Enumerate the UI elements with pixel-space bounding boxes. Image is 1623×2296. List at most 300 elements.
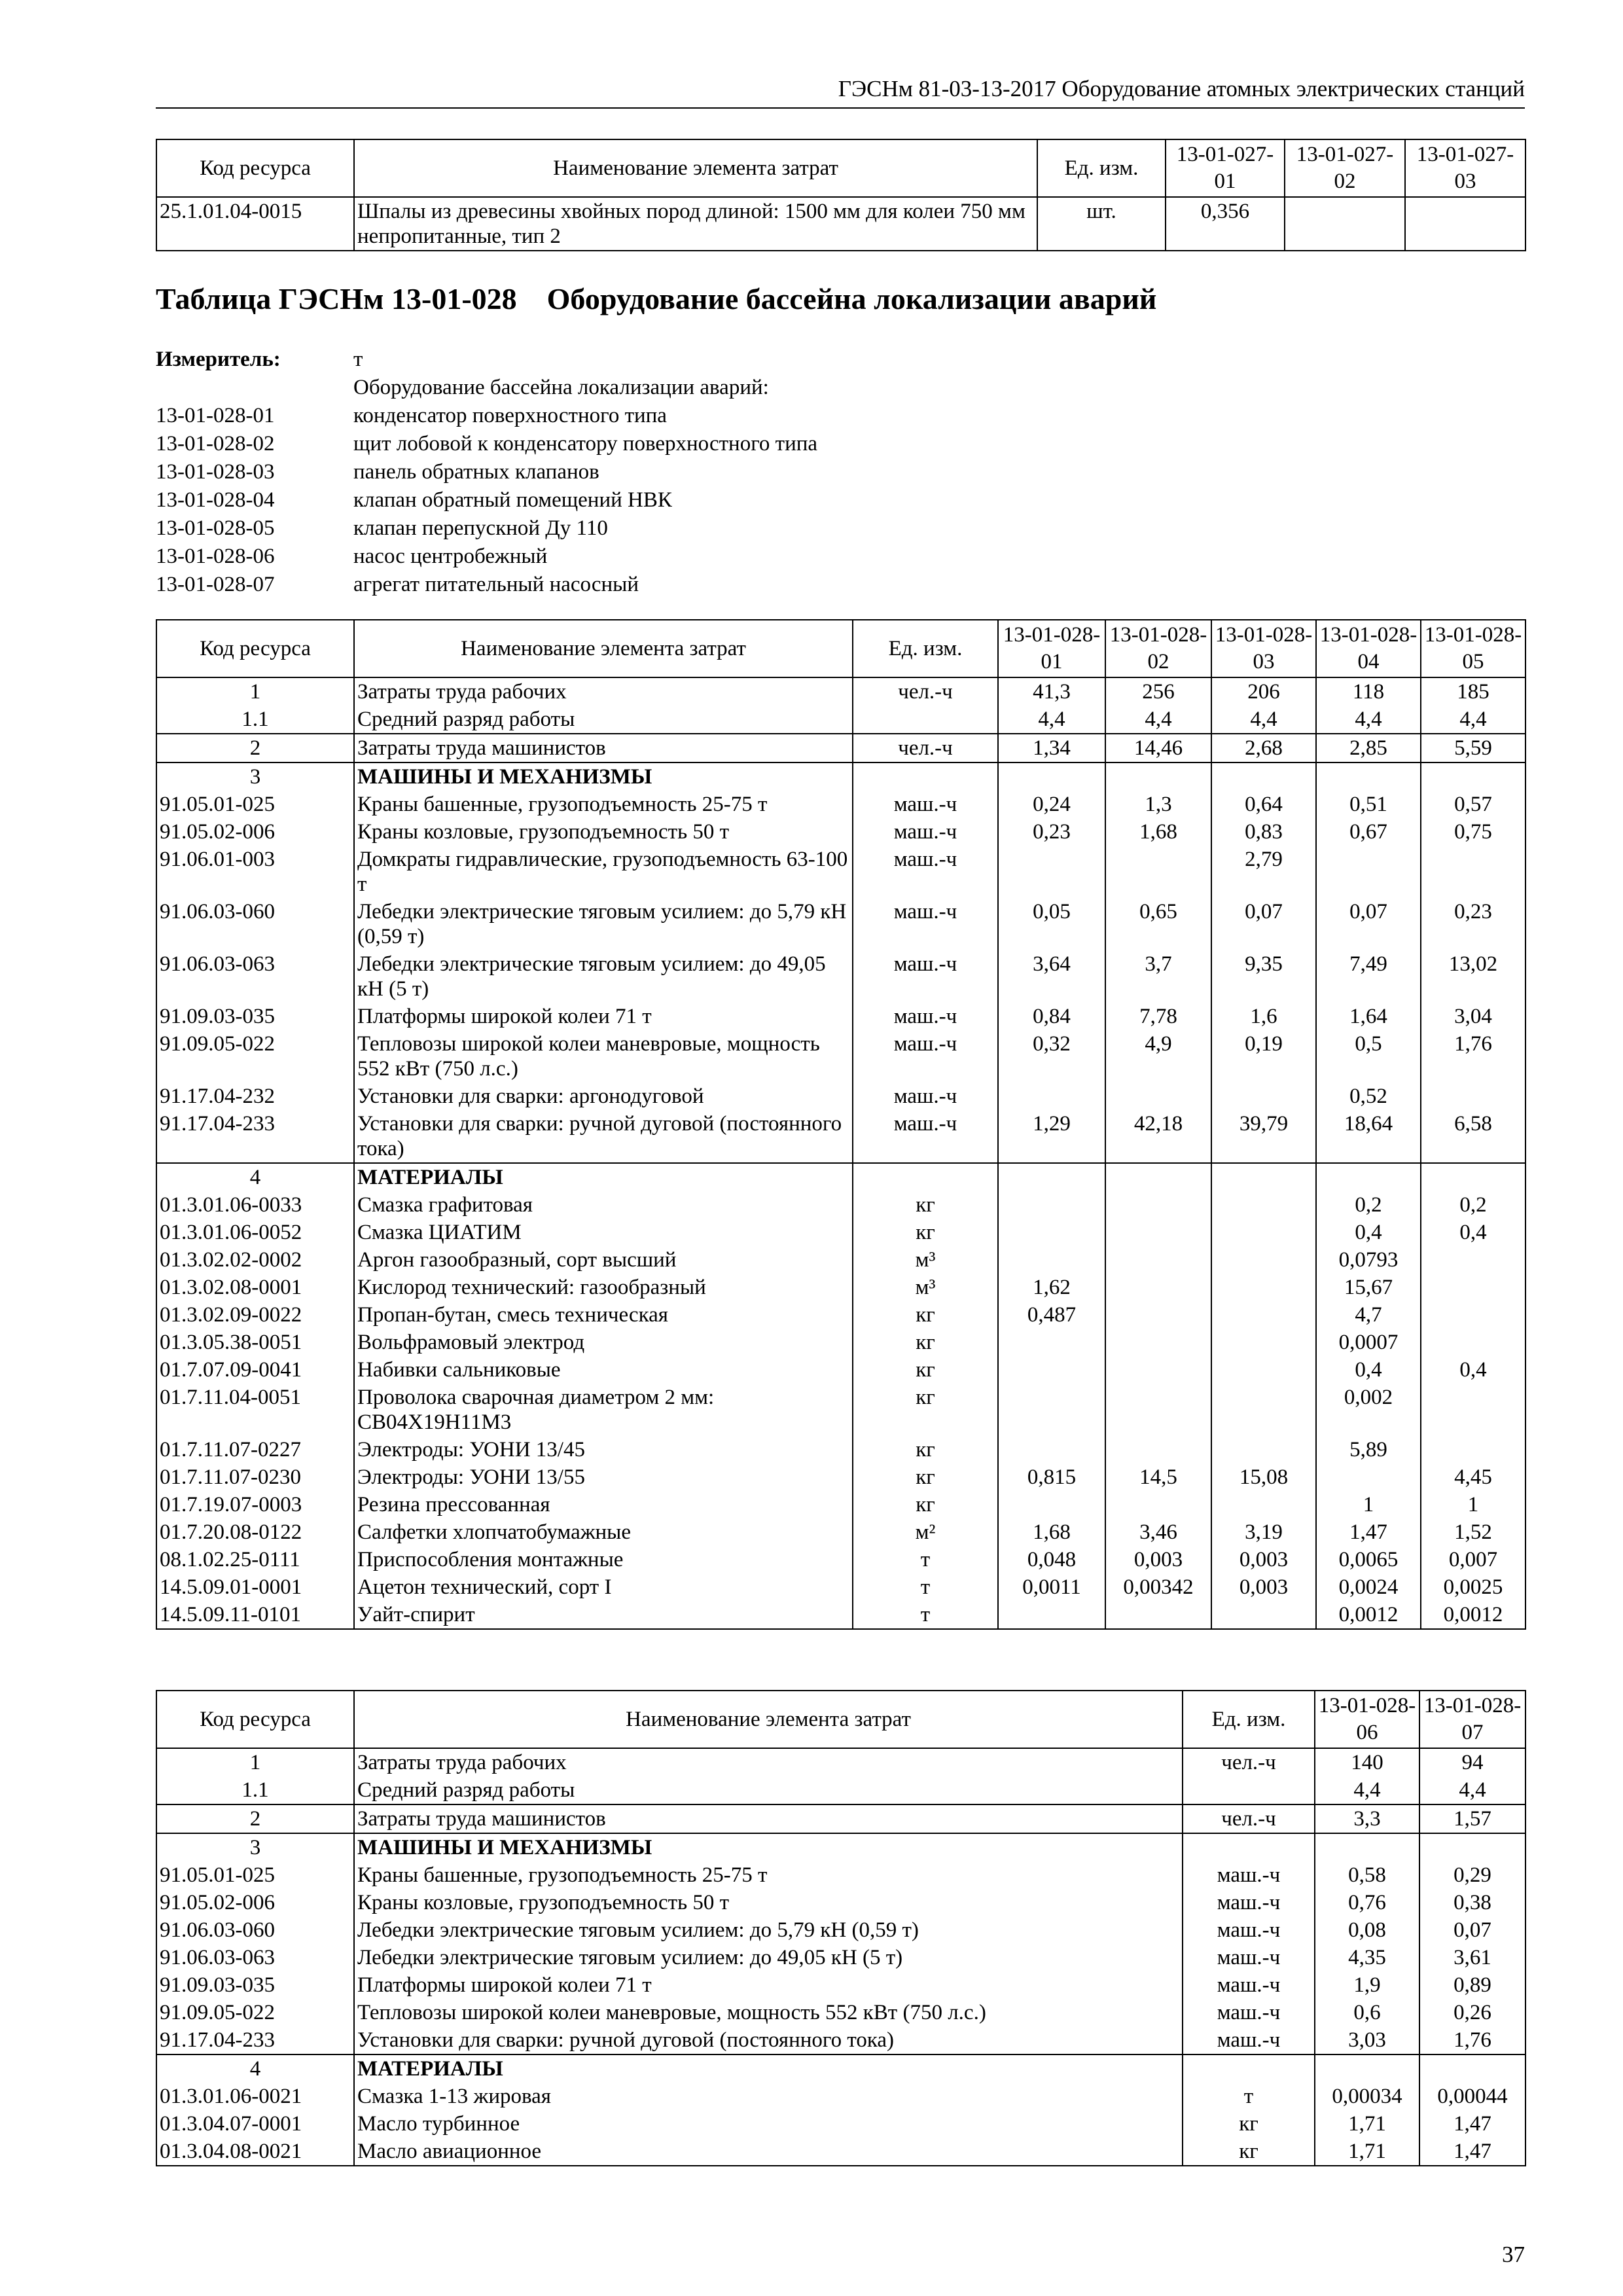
norm-value: 206 — [1211, 677, 1316, 706]
resource-code: 91.17.04-232 — [156, 1083, 354, 1110]
table-row — [156, 1889, 1525, 1916]
resource-code: 01.7.07.09-0041 — [156, 1356, 354, 1384]
resource-unit: кг — [853, 1463, 998, 1491]
table-row — [156, 2083, 1525, 2110]
resource-code: 01.3.01.06-0052 — [156, 1219, 354, 1246]
norm-value: 0,57 — [1421, 791, 1525, 818]
measure-label: Измеритель: — [156, 348, 281, 371]
resource-unit: маш.-ч — [853, 846, 998, 898]
resource-name: Аргон газообразный, сорт высший — [354, 1246, 853, 1274]
resource-unit: кг — [853, 1329, 998, 1356]
norm-value: 0,07 — [1419, 1916, 1525, 1944]
col-header-norm: 13-01-027-02 — [1285, 139, 1405, 197]
norm-value: 1,71 — [1315, 2110, 1419, 2138]
norm-value: 0,23 — [1421, 898, 1525, 950]
norm-value: 18,64 — [1316, 1110, 1421, 1163]
norm-value: 4,4 — [1211, 706, 1316, 734]
norm-value: 0,24 — [998, 791, 1105, 818]
resource-code: 91.09.05-022 — [156, 1030, 354, 1083]
norm-value: 4,4 — [1316, 706, 1421, 734]
resource-code: 2 — [156, 734, 354, 762]
norm-value: 1,47 — [1419, 2110, 1525, 2138]
norm-value: 41,3 — [998, 677, 1105, 706]
resource-name: Краны башенные, грузоподъемность 25-75 т — [354, 791, 853, 818]
norm-value — [1421, 1301, 1525, 1329]
resource-unit: маш.-ч — [1183, 2026, 1315, 2054]
norm-value: 14,46 — [1105, 734, 1211, 762]
norm-value — [1211, 1356, 1316, 1384]
norm-value: 1,52 — [1421, 1518, 1525, 1546]
norm-value — [1421, 846, 1525, 898]
table-row — [156, 1601, 1525, 1629]
norm-value: 14,5 — [1105, 1463, 1211, 1491]
resource-code: 2 — [156, 1804, 354, 1833]
norm-value — [1421, 1083, 1525, 1110]
resource-name: Вольфрамовый электрод — [354, 1329, 853, 1356]
resource-unit: маш.-ч — [853, 1030, 998, 1083]
norm-value — [1421, 1274, 1525, 1301]
norm-value — [1211, 1329, 1316, 1356]
norm-value: 0,58 — [1315, 1861, 1419, 1889]
resource-code: 01.3.01.06-0021 — [156, 2083, 354, 2110]
norm-text: конденсатор поверхностного типа — [353, 404, 667, 427]
col-header-name: Наименование элемента затрат — [354, 139, 1037, 197]
norm-value: 1 — [1316, 1491, 1421, 1518]
resource-unit: маш.-ч — [853, 1110, 998, 1163]
resource-name: Электроды: УОНИ 13/55 — [354, 1463, 853, 1491]
norm-value: 1,68 — [998, 1518, 1105, 1546]
norm-value — [1211, 1436, 1316, 1463]
norm-value — [1285, 197, 1405, 251]
norm-value: 3,19 — [1211, 1518, 1316, 1546]
resource-unit: маш.-ч — [853, 818, 998, 846]
resource-code: 01.3.05.38-0051 — [156, 1329, 354, 1356]
norm-value: 1,76 — [1419, 2026, 1525, 2054]
table-row — [156, 1518, 1525, 1546]
norm-value: 0,003 — [1105, 1546, 1211, 1573]
resource-unit: м² — [853, 1518, 998, 1546]
norm-value — [1211, 1384, 1316, 1436]
table-row — [156, 1999, 1525, 2026]
table-title — [156, 281, 1156, 316]
norm-value: 4,4 — [1419, 1776, 1525, 1804]
resource-code: 91.05.02-006 — [156, 818, 354, 846]
resource-unit: м³ — [853, 1246, 998, 1274]
resource-name: Средний разряд работы — [354, 706, 853, 734]
norm-value: 0,0025 — [1421, 1573, 1525, 1601]
norm-value: 0,89 — [1419, 1971, 1525, 1999]
norm-value: 13,02 — [1421, 950, 1525, 1003]
table-row — [156, 950, 1525, 1003]
norm-value: 0,6 — [1315, 1999, 1419, 2026]
norm-text: клапан обратный помещений НВК — [353, 488, 672, 512]
norm-value: 5,59 — [1421, 734, 1525, 762]
resource-code: 01.7.19.07-0003 — [156, 1491, 354, 1518]
resource-unit: маш.-ч — [853, 898, 998, 950]
norm-value — [998, 1491, 1105, 1518]
norm-value: 42,18 — [1105, 1110, 1211, 1163]
table-13-01-027-continuation — [156, 139, 1526, 251]
norm-value: 0,007 — [1421, 1546, 1525, 1573]
section-number: 4 — [156, 2054, 354, 2083]
table-title-name: Оборудование бассейна локализации аварий — [546, 282, 1157, 315]
norm-value: 0,51 — [1316, 791, 1421, 818]
norm-text: насос центробежный — [353, 545, 548, 568]
table-row — [156, 1463, 1525, 1491]
resource-code: 1 — [156, 677, 354, 706]
table-row — [156, 762, 1525, 791]
norm-code: 13-01-028-03 — [156, 460, 275, 484]
table-row — [156, 677, 1525, 706]
norm-value — [1105, 846, 1211, 898]
norm-value — [998, 1246, 1105, 1274]
resource-code: 1.1 — [156, 1776, 354, 1804]
resource-code: 1.1 — [156, 706, 354, 734]
resource-name: Краны козловые, грузоподъемность 50 т — [354, 1889, 1183, 1916]
norm-value: 256 — [1105, 677, 1211, 706]
table-row — [156, 1191, 1525, 1219]
section-number: 3 — [156, 762, 354, 791]
norm-value: 5,89 — [1316, 1436, 1421, 1463]
resource-code: 91.06.03-063 — [156, 1944, 354, 1971]
resource-code: 91.09.05-022 — [156, 1999, 354, 2026]
resource-unit: маш.-ч — [1183, 1971, 1315, 1999]
resource-name: Салфетки хлопчатобумажные — [354, 1518, 853, 1546]
table-row — [156, 1083, 1525, 1110]
section-heading: МАШИНЫ И МЕХАНИЗМЫ — [354, 1833, 1183, 1861]
norm-value: 0,07 — [1316, 898, 1421, 950]
table-row — [156, 1916, 1525, 1944]
norm-value: 0,00342 — [1105, 1573, 1211, 1601]
resource-code: 91.05.01-025 — [156, 1861, 354, 1889]
resource-unit — [1183, 1776, 1315, 1804]
resource-name: Лебедки электрические тяговым усилием: до 5,79 кН (0,59 т) — [354, 898, 853, 950]
norm-value: 0,76 — [1315, 1889, 1419, 1916]
col-header-norm: 13-01-028-04 — [1316, 620, 1421, 677]
norm-value: 0,84 — [998, 1003, 1105, 1030]
table-row — [156, 1274, 1525, 1301]
table-row — [156, 1356, 1525, 1384]
norm-value — [998, 1083, 1105, 1110]
table-row — [156, 1329, 1525, 1356]
norm-code: 13-01-028-04 — [156, 488, 275, 512]
norm-value: 1,29 — [998, 1110, 1105, 1163]
col-header-norm: 13-01-028-06 — [1315, 1691, 1419, 1748]
norm-code: 13-01-028-02 — [156, 432, 275, 456]
norm-value: 0,23 — [998, 818, 1105, 846]
col-header-norm: 13-01-028-02 — [1105, 620, 1211, 677]
norm-value: 7,78 — [1105, 1003, 1211, 1030]
norm-value: 0,00034 — [1315, 2083, 1419, 2110]
resource-code: 25.1.01.04-0015 — [156, 197, 354, 251]
norm-value: 3,64 — [998, 950, 1105, 1003]
norm-value: 1,62 — [998, 1274, 1105, 1301]
col-header-unit: Ед. изм. — [853, 620, 998, 677]
section-heading: МАШИНЫ И МЕХАНИЗМЫ — [354, 762, 853, 791]
resource-unit: чел.-ч — [1183, 1804, 1315, 1833]
resource-unit: кг — [853, 1491, 998, 1518]
norm-value — [998, 1219, 1105, 1246]
norm-text: щит лобовой к конденсатору поверхностного типа — [353, 432, 818, 456]
norm-value: 2,68 — [1211, 734, 1316, 762]
resource-unit: шт. — [1037, 197, 1166, 251]
table-row — [156, 1301, 1525, 1329]
table-row — [156, 1110, 1525, 1163]
norm-value — [1105, 1246, 1211, 1274]
norm-value: 0,64 — [1211, 791, 1316, 818]
norm-value: 1,64 — [1316, 1003, 1421, 1030]
norm-value — [998, 1384, 1105, 1436]
norm-value — [1211, 1191, 1316, 1219]
resource-name: Смазка 1-13 жировая — [354, 2083, 1183, 2110]
norm-code: 13-01-028-07 — [156, 573, 275, 596]
norm-value — [998, 1356, 1105, 1384]
table-row — [156, 1030, 1525, 1083]
norm-value: 0,0024 — [1316, 1573, 1421, 1601]
resource-unit — [853, 706, 998, 734]
table-row — [156, 1861, 1525, 1889]
running-header: ГЭСНм 81-03-13-2017 Оборудование атомных электрических станций — [156, 73, 1525, 109]
norm-value: 0,0012 — [1421, 1601, 1525, 1629]
resource-name: Лебедки электрические тяговым усилием: до 5,79 кН (0,59 т) — [354, 1916, 1183, 1944]
norm-value — [1211, 1274, 1316, 1301]
norm-value — [998, 1329, 1105, 1356]
norm-value: 3,61 — [1419, 1944, 1525, 1971]
resource-unit: маш.-ч — [1183, 1916, 1315, 1944]
norm-value: 4,45 — [1421, 1463, 1525, 1491]
norm-value: 1,71 — [1315, 2138, 1419, 2166]
norm-value: 9,35 — [1211, 950, 1316, 1003]
resource-code: 14.5.09.11-0101 — [156, 1601, 354, 1629]
norm-value — [1105, 1436, 1211, 1463]
resource-code: 91.17.04-233 — [156, 2026, 354, 2054]
resource-name: Набивки сальниковые — [354, 1356, 853, 1384]
norm-value: 94 — [1419, 1748, 1525, 1776]
resource-table-1 — [156, 619, 1526, 1630]
norm-code: 13-01-028-06 — [156, 545, 275, 568]
norm-value — [1105, 1329, 1211, 1356]
resource-code: 14.5.09.01-0001 — [156, 1573, 354, 1601]
norm-value: 0,0793 — [1316, 1246, 1421, 1274]
resource-name: Затраты труда машинистов — [354, 1804, 1183, 1833]
norm-value: 185 — [1421, 677, 1525, 706]
norm-value: 4,7 — [1316, 1301, 1421, 1329]
norm-value — [1105, 1191, 1211, 1219]
table-row — [156, 818, 1525, 846]
resource-unit: маш.-ч — [853, 791, 998, 818]
norm-value — [1105, 1219, 1211, 1246]
resource-code: 91.06.03-060 — [156, 898, 354, 950]
table-row — [156, 706, 1525, 734]
resource-unit: кг — [853, 1384, 998, 1436]
resource-code: 01.7.11.07-0227 — [156, 1436, 354, 1463]
norm-value — [998, 846, 1105, 898]
col-header-norm: 13-01-027-03 — [1405, 139, 1525, 197]
norm-value: 0,83 — [1211, 818, 1316, 846]
resource-name: Пропан-бутан, смесь техническая — [354, 1301, 853, 1329]
resource-name: Затраты труда машинистов — [354, 734, 853, 762]
norm-value: 1,76 — [1421, 1030, 1525, 1083]
norm-value — [998, 1601, 1105, 1629]
resource-unit: чел.-ч — [1183, 1748, 1315, 1776]
table-row — [156, 2138, 1525, 2166]
section-number: 3 — [156, 1833, 354, 1861]
norm-value: 0,26 — [1419, 1999, 1525, 2026]
col-header-name: Наименование элемента затрат — [354, 620, 853, 677]
resource-unit: чел.-ч — [853, 677, 998, 706]
resource-unit: м³ — [853, 1274, 998, 1301]
measure-description: Оборудование бассейна локализации аварий: — [353, 376, 769, 399]
norm-text: клапан перепускной Ду 110 — [353, 516, 608, 540]
norm-value: 39,79 — [1211, 1110, 1316, 1163]
norm-value: 0,815 — [998, 1463, 1105, 1491]
norm-value: 4,35 — [1315, 1944, 1419, 1971]
col-header-norm: 13-01-028-07 — [1419, 1691, 1525, 1748]
table-row — [156, 1833, 1525, 1861]
resource-code: 91.05.01-025 — [156, 791, 354, 818]
section-number: 4 — [156, 1163, 354, 1191]
resource-unit: кг — [853, 1356, 998, 1384]
resource-name: Масло авиационное — [354, 2138, 1183, 2166]
norm-value — [1105, 1601, 1211, 1629]
resource-name: Платформы широкой колеи 71 т — [354, 1971, 1183, 1999]
norm-value: 4,4 — [998, 706, 1105, 734]
norm-value: 1,34 — [998, 734, 1105, 762]
norm-value: 0,003 — [1211, 1573, 1316, 1601]
resource-code: 01.3.01.06-0033 — [156, 1191, 354, 1219]
norm-value: 0,4 — [1421, 1219, 1525, 1246]
resource-table-2 — [156, 1690, 1526, 2166]
norm-value: 0,0007 — [1316, 1329, 1421, 1356]
norm-value: 1,47 — [1316, 1518, 1421, 1546]
resource-name: Смазка ЦИАТИМ — [354, 1219, 853, 1246]
col-header-name: Наименование элемента затрат — [354, 1691, 1183, 1748]
norm-value: 0,487 — [998, 1301, 1105, 1329]
resource-name: Кислород технический: газообразный — [354, 1274, 853, 1301]
resource-name: Затраты труда рабочих — [354, 1748, 1183, 1776]
resource-code: 01.3.04.08-0021 — [156, 2138, 354, 2166]
resource-name: Ацетон технический, сорт I — [354, 1573, 853, 1601]
table-row — [156, 734, 1525, 762]
resource-unit: т — [853, 1546, 998, 1573]
norm-value: 118 — [1316, 677, 1421, 706]
norm-value: 4,9 — [1105, 1030, 1211, 1083]
table-row — [156, 1436, 1525, 1463]
norm-value — [1405, 197, 1525, 251]
resource-name: Тепловозы широкой колеи маневровые, мощность 552 кВт (750 л.с.) — [354, 1030, 853, 1083]
norm-value: 1,3 — [1105, 791, 1211, 818]
norm-value — [1421, 1246, 1525, 1274]
resource-code: 01.3.04.07-0001 — [156, 2110, 354, 2138]
table-row — [156, 898, 1525, 950]
norm-value: 0,5 — [1316, 1030, 1421, 1083]
section-heading: МАТЕРИАЛЫ — [354, 1163, 853, 1191]
norm-value — [1105, 1083, 1211, 1110]
resource-name: Домкраты гидравлические, грузоподъемность 63-100 т — [354, 846, 853, 898]
norm-value — [1316, 1463, 1421, 1491]
norm-text: панель обратных клапанов — [353, 460, 599, 484]
norm-value: 0,4 — [1316, 1219, 1421, 1246]
norm-value: 6,58 — [1421, 1110, 1525, 1163]
col-header-norm: 13-01-028-01 — [998, 620, 1105, 677]
norm-value — [1421, 1384, 1525, 1436]
resource-code: 01.7.20.08-0122 — [156, 1518, 354, 1546]
norm-value: 0,0065 — [1316, 1546, 1421, 1573]
norm-value: 4,4 — [1421, 706, 1525, 734]
table-row — [156, 2026, 1525, 2054]
resource-name: Краны козловые, грузоподъемность 50 т — [354, 818, 853, 846]
resource-name: Электроды: УОНИ 13/45 — [354, 1436, 853, 1463]
norm-value — [998, 1436, 1105, 1463]
norm-value — [1211, 1601, 1316, 1629]
col-header-norm: 13-01-028-05 — [1421, 620, 1525, 677]
resource-name: Приспособления монтажные — [354, 1546, 853, 1573]
resource-code: 1 — [156, 1748, 354, 1776]
table-row — [156, 2110, 1525, 2138]
table-row — [156, 1219, 1525, 1246]
norm-value — [1421, 1436, 1525, 1463]
norm-value: 1 — [1421, 1491, 1525, 1518]
resource-name: Шпалы из древесины хвойных пород длиной: 1500 мм для колеи 750 мм непропитанные, тип 2 — [354, 197, 1037, 251]
norm-value: 1,57 — [1419, 1804, 1525, 1833]
norm-value — [1211, 1301, 1316, 1329]
norm-value: 0,52 — [1316, 1083, 1421, 1110]
table-row — [156, 1546, 1525, 1573]
norm-value: 0,4 — [1316, 1356, 1421, 1384]
resource-name: Средний разряд работы — [354, 1776, 1183, 1804]
norm-value — [1211, 1083, 1316, 1110]
table-row — [156, 1384, 1525, 1436]
norm-value — [1105, 1301, 1211, 1329]
norm-value — [1105, 1274, 1211, 1301]
resource-unit: маш.-ч — [853, 950, 998, 1003]
norm-value: 0,07 — [1211, 898, 1316, 950]
resource-unit: маш.-ч — [853, 1003, 998, 1030]
resource-code: 01.3.02.02-0002 — [156, 1246, 354, 1274]
norm-value: 0,19 — [1211, 1030, 1316, 1083]
norm-value: 2,85 — [1316, 734, 1421, 762]
norm-value: 4,4 — [1105, 706, 1211, 734]
resource-code: 01.7.11.04-0051 — [156, 1384, 354, 1436]
norm-text: агрегат питательный насосный — [353, 573, 639, 596]
norm-value — [1421, 1329, 1525, 1356]
norm-value: 3,04 — [1421, 1003, 1525, 1030]
table-row — [156, 1944, 1525, 1971]
resource-code: 01.7.11.07-0230 — [156, 1463, 354, 1491]
norm-value: 2,79 — [1211, 846, 1316, 898]
resource-code: 91.06.01-003 — [156, 846, 354, 898]
resource-code: 91.09.03-035 — [156, 1971, 354, 1999]
norm-value: 0,2 — [1316, 1191, 1421, 1219]
table-header-row — [156, 620, 1525, 677]
table-row — [156, 1748, 1525, 1776]
norm-value: 0,05 — [998, 898, 1105, 950]
resource-unit: маш.-ч — [1183, 1999, 1315, 2026]
norm-value: 0,0012 — [1316, 1601, 1421, 1629]
norm-value: 0,65 — [1105, 898, 1211, 950]
resource-unit: кг — [853, 1436, 998, 1463]
norm-value: 0,048 — [998, 1546, 1105, 1573]
norm-value: 0,29 — [1419, 1861, 1525, 1889]
table-row — [156, 846, 1525, 898]
norm-value: 0,08 — [1315, 1916, 1419, 1944]
norm-value: 15,08 — [1211, 1463, 1316, 1491]
norm-value: 3,7 — [1105, 950, 1211, 1003]
section-heading: МАТЕРИАЛЫ — [354, 2054, 1183, 2083]
col-header-code: Код ресурса — [156, 620, 354, 677]
resource-name: Проволока сварочная диаметром 2 мм: СВ04Х19Н11М3 — [354, 1384, 853, 1436]
norm-value: 3,3 — [1315, 1804, 1419, 1833]
